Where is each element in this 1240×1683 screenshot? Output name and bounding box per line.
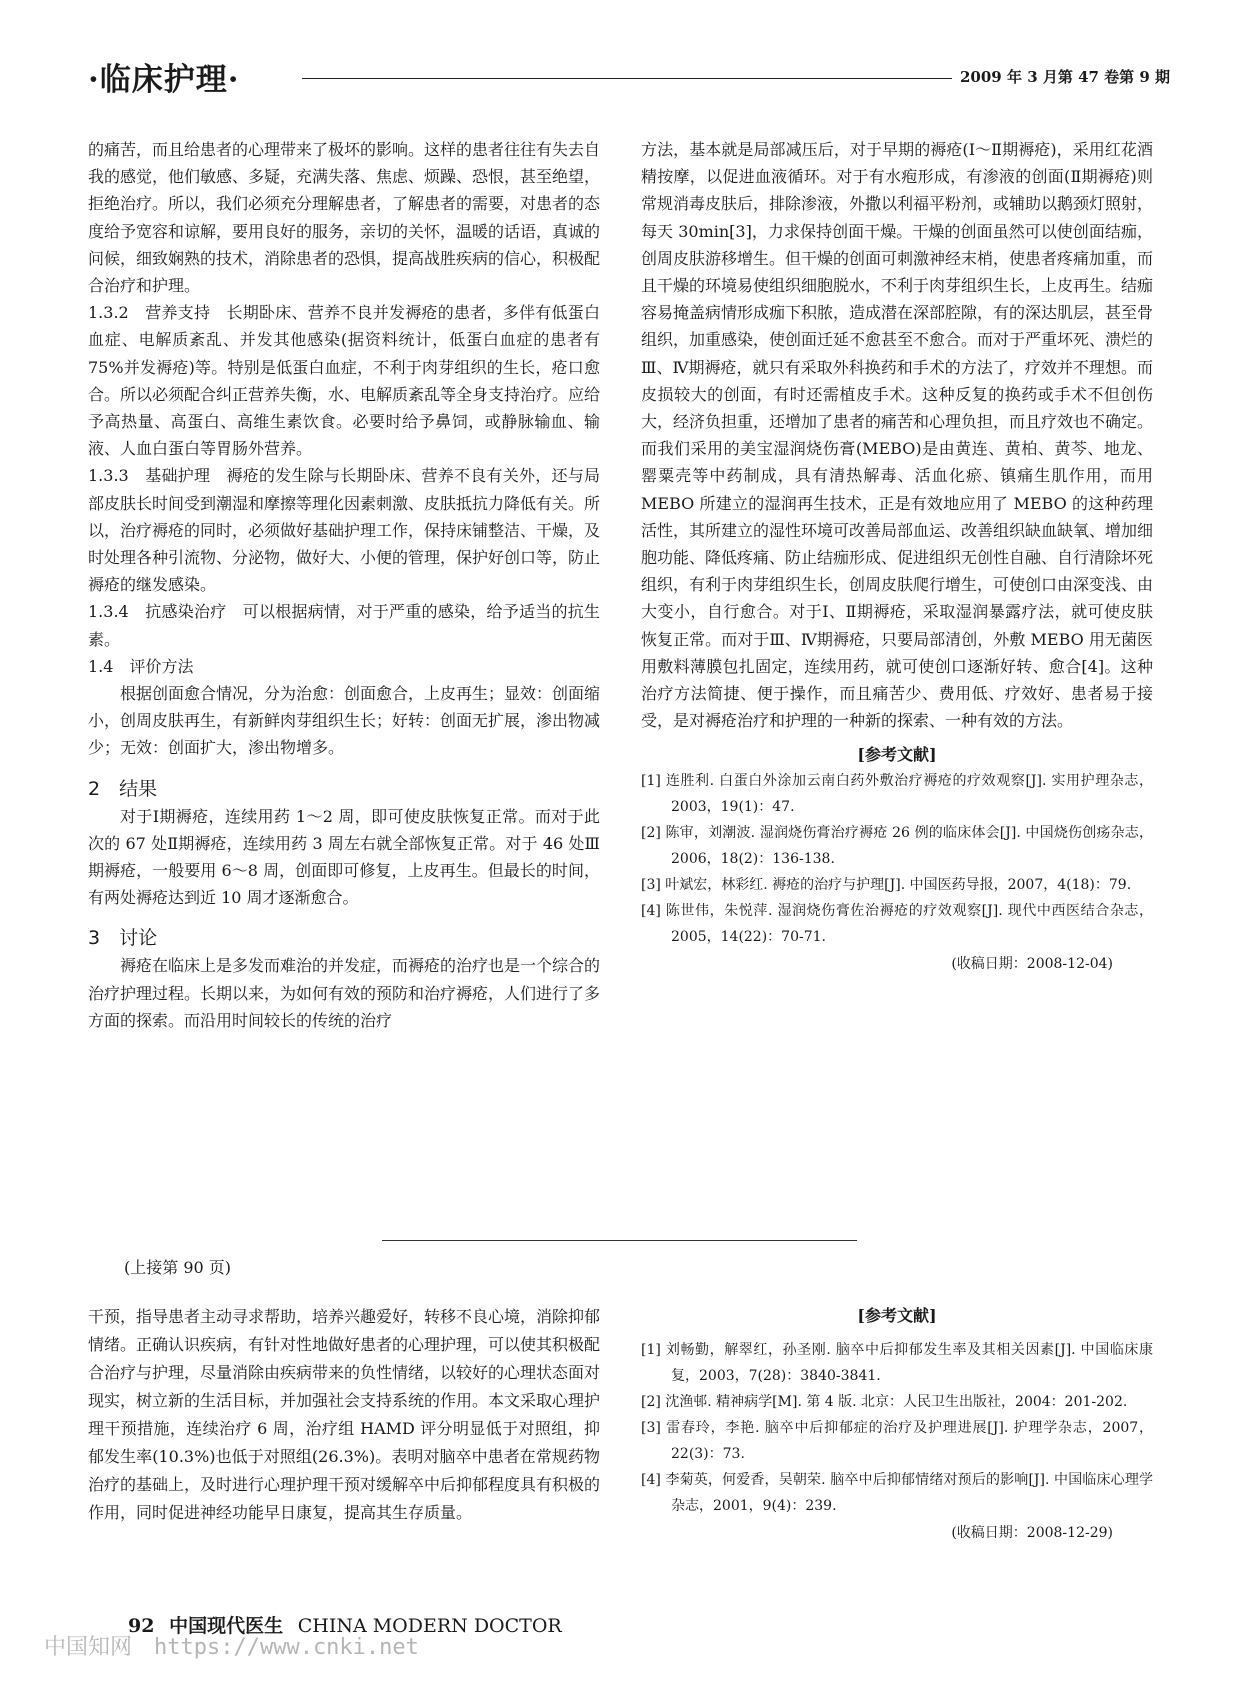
paragraph: 方法，基本就是局部减压后，对于早期的褥疮(Ⅰ～Ⅱ期褥疮)，采用红花酒精按摩，以促进血液循环。对于有水疱形成，有渗液的创面(Ⅱ期褥疮)则常规消毒皮肤后，排除渗液，外撒以利福平粉剂，或辅助以鹅颈灯照射，每天 30min[3]，力求保持创面干燥。干燥的创面虽然可以使创面结痂，创周皮肤游移增生。但干燥的创面可刺激神经末梢，使患者疼痛加重，而且干燥的环境易使组织细胞脱水，不利于肉芽组织生长，上皮再生。结痂容易掩盖病情形成痂下积脓，造成潜在深部腔隙，有的深达肌层，甚至骨组织，加重感染，使创面迁延不愈甚至不愈合。而对于严重坏死、溃烂的Ⅲ、Ⅳ期褥疮，就只有采取外科换药和手术的方法了，疗效并不理想。而皮损较大的创面，有时还需植皮手术。这种反复的换药或手术不但创伤大，经济负担重，还增加了患者的痛苦和心理负担，而且疗效也不确定。而我们采用的美宝湿润烧伤膏(MEBO)是由黄连、黄柏、黄芩、地龙、罂粟壳等中药制成，具有清热解毒、活血化瘀、镇痛生肌作用，而用 MEBO 所建立的湿润再生技术，正是有效地应用了 MEBO 的这种药理活性，其所建立的湿性环境可改善局部血运、改善组织缺血缺氧、增加细胞功能、降低疼痛、防止结痂形成、促进组织无创性自融、自行清除坏死组织，有利于肉芽组织生长，创周皮肤爬行增生，可使创口由深变浅、由大变小，自行愈合。对于Ⅰ、Ⅱ期褥疮，采取湿润暴露疗法，就可使皮肤恢复正常。而对于Ⅲ、Ⅳ期褥疮，只要局部清创，外敷 MEBO 用无菌医用敷料薄膜包扎固定，连续用药，就可使创口逐渐好转、愈合[4]。这种治疗方法简捷、便于操作，而且痛苦少、费用低、疗效好、患者易于接受，是对褥疮治疗和护理的一种新的探索、一种有效的方法。 [641,140,1154,731]
reference-item: [1] 连胜利. 白蛋白外涂加云南白药外敷治疗褥疮的疗效观察[J]. 实用护理杂志，2003，19(1)：47. [641,773,1153,816]
subsection-evaluation: 1.4 评价方法 [88,656,194,676]
spacer [88,762,600,776]
section-heading-results: 2 结果 [88,777,158,800]
journal-name-en: CHINA MODERN DOCTOR [297,1615,562,1637]
section-heading-discussion: 3 讨论 [88,927,158,950]
continued-right-column [641,1303,1153,1547]
received-date: (收稿日期：2008-12-04) [951,956,1113,973]
right-column [641,136,1153,978]
header-rule [302,78,952,79]
issue-info: 2009 年 3 月第 47 卷第 9 期 [960,68,1171,86]
paragraph: 褥疮在临床上是多发而难治的并发症，而褥疮的治疗也是一个综合的治疗护理过程。长期以来，为如何有效的预防和治疗褥疮，人们进行了多方面的探索。而沿用时间较长的传统的治疗 [88,956,601,1030]
subsection-anti-infection: 1.3.4 抗感染治疗 可以根据病情，对于严重的感染，给予适当的抗生素。 [88,602,600,649]
reference-item: [3] 雷春玲，李艳. 脑卒中后抑郁症的治疗及护理进展[J]. 护理学杂志，2007，22(3)：73. [641,1420,1153,1462]
reference-item: [1] 刘畅勤，解翠红，孙圣刚. 脑卒中后抑郁发生率及其相关因素[J]. 中国临床康复，2003，7(28)：3840-3841. [641,1342,1153,1384]
page-number: 92 [128,1615,155,1637]
reference-item: [3] 叶斌宏，林彩红. 褥疮的治疗与护理[J]. 中国医药导报，2007，4(18)：79. [641,877,1132,894]
paragraph: 的痛苦，而且给患者的心理带来了极坏的影响。这样的患者往往有失去自我的感觉，他们敏感、多疑，充满失落、焦虑、烦躁、恐恨，甚至绝望，拒绝治疗。所以，我们必须充分理解患者，了解患者的需要，对患者的态度给予宽容和谅解，要用良好的服务，亲切的关怀，温暖的话语，真诚的问候，细致娴熟的技术，消除患者的恐惧，提高战胜疾病的信心，积极配合治疗和护理。 [88,140,601,296]
paragraph: 干预，指导患者主动寻求帮助，培养兴趣爱好，转移不良心境，消除抑郁情绪。正确认识疾病，有针对性地做好患者的心理护理，可以使其积极配合治疗与护理，尽量消除由疾病带来的负性情绪，以较好的心理状态面对现实，树立新的生活目标，并加强社会支持系统的作用。本文采取心理护理干预措施，连续治疗 6 周，治疗组 HAMD 评分明显低于对照组，抑郁发生率(10.3%)也低于对照组(26.3%)。表明对脑卒中患者在常规药物治疗的基础上，及时进行心理护理干预对缓解卒中后抑郁程度具有积极的作用，同时促进神经功能早日康复，提高其生存质量。 [88,1307,601,1522]
section-title: ·临床护理· [88,62,240,98]
reference-item: [2] 陈审，刘潮波. 湿润烧伤膏治疗褥疮 26 例的临床体会[J]. 中国烧伤创疡杂志，2006，18(2)：136-138. [641,825,1153,868]
references-heading: [参考文献] [857,1306,937,1325]
continuation-rule [382,1240,857,1241]
continued-left-column [88,1303,600,1527]
left-column [88,136,600,1034]
subsection-basic-care: 1.3.3 基础护理 褥疮的发生除与长期卧床、营养不良有关外，还与局部皮肤长时间受到潮湿和摩擦等理化因素刺激、皮肤抵抗力降低有关。所以，治疗褥疮的同时，必须做好基础护理工作，保持床铺整洁、干燥，及时处理各种引流物、分泌物，做好大、小便的管理，保护好创口等，防止褥疮的继发感染。 [88,466,601,595]
spacer [88,911,600,925]
continued-label: (上接第 90 页) [124,1258,232,1277]
subsection-nutrition: 1.3.2 营养支持 长期卧床、营养不良并发褥疮的患者，多伴有低蛋白血症、电解质紊乱、并发其他感染(据资料统计，低蛋白血症的患者有 75%并发褥疮)等。特别是低蛋白血症，不利于肉芽组织的生长，疮口愈合。所以必须配合纠正营养失衡，水、电解质紊乱等全身支持治疗。应给予高热量、高蛋白、高维生素饮食。必要时给予鼻饲，或静脉输血、输液、人血白蛋白等胃肠外营养。 [88,303,601,459]
reference-item: [4] 陈世伟，朱悦萍. 湿润烧伤膏佐治褥疮的疗效观察[J]. 现代中西医结合杂志，2005，14(22)：70-71. [641,903,1153,946]
reference-item: [4] 李菊英，何爱香，吴朝荣. 脑卒中后抑郁情绪对预后的影响[J]. 中国临床心理学杂志，2001，9(4)：239. [641,1472,1153,1514]
received-date: (收稿日期：2008-12-29) [951,1525,1113,1541]
cnki-watermark: 中国知网 https://www.cnki.net [44,1635,419,1660]
references-heading: [参考文献] [857,745,937,765]
paragraph: 对于Ⅰ期褥疮，连续用药 1～2 周，即可使皮肤恢复正常。而对于此次的 67 处Ⅱ期褥疮，连续用药 3 周左右就全部恢复正常。对于 46 处Ⅲ期褥疮，一般要用 6～8 周，创面即可修复，上皮再生。但最长的时间，有两处褥疮达到近 10 周才逐渐愈合。 [88,806,600,908]
paragraph: 根据创面愈合情况，分为治愈：创面愈合，上皮再生；显效：创面缩小，创周皮肤再生，有新鲜肉芽组织生长；好转：创面无扩展，渗出物减少；无效：创面扩大，渗出物增多。 [88,684,601,758]
journal-name-cn: 中国现代医生 [169,1615,284,1637]
reference-item: [2] 沈渔邨. 精神病学[M]. 第 4 版. 北京：人民卫生出版社，2004：201-202. [641,1394,1128,1410]
